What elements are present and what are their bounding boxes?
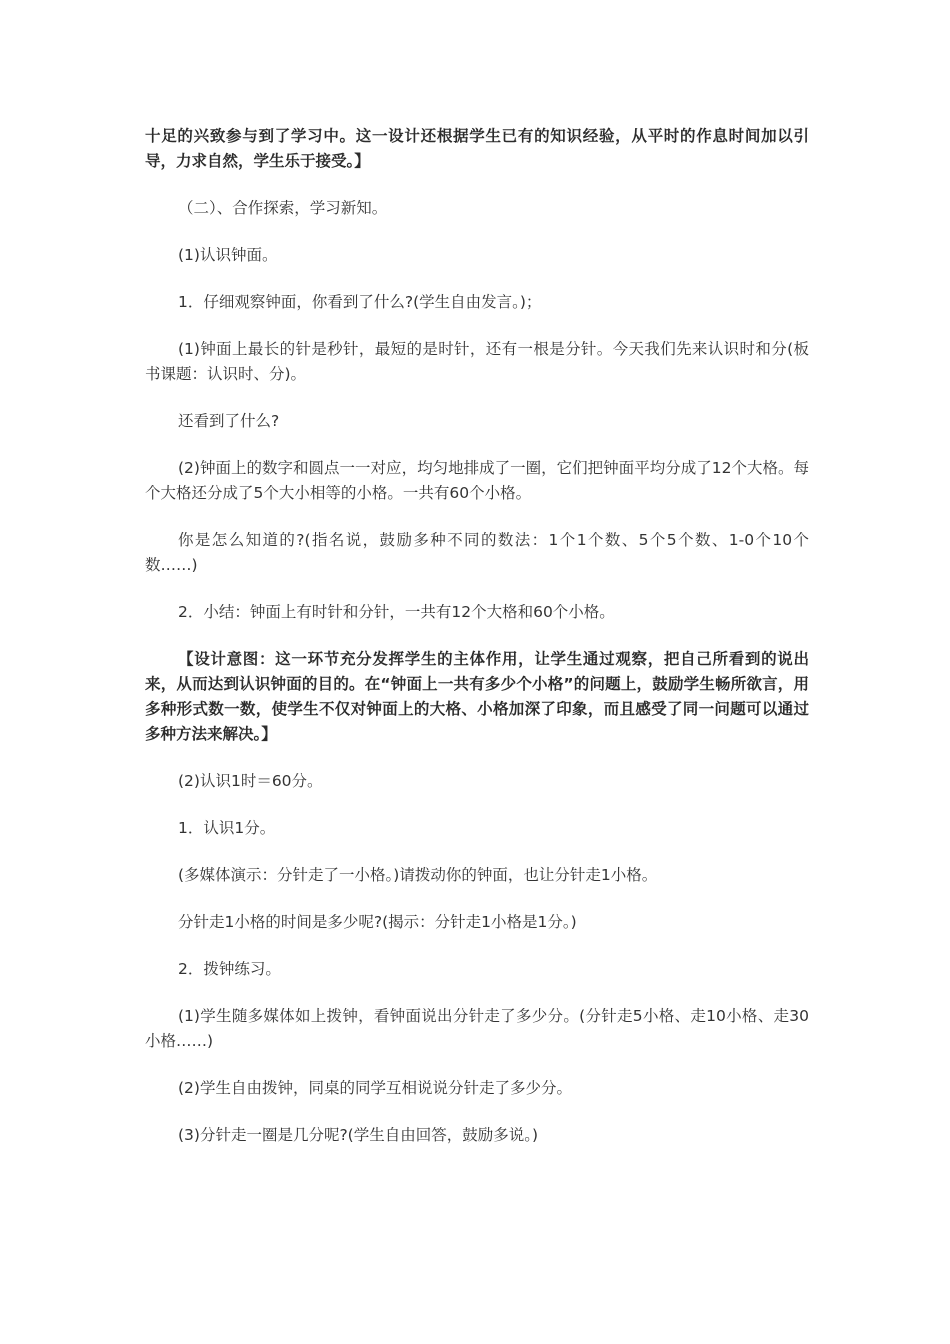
section-heading: （二）、合作探索，学习新知。 — [178, 199, 388, 217]
document-page — [145, 124, 809, 1148]
body-paragraph: 你是怎么知道的?(指名说，鼓励多种不同的数法：1个1个数、5个5个数、1-0个10个数……) — [145, 531, 809, 574]
body-paragraph: 还看到了什么? — [178, 412, 280, 430]
body-paragraph: (2)钟面上的数字和圆点一一对应，均匀地排成了一圈，它们把钟面平均分成了12个大格。每个大格还分成了5个大小相等的小格。一共有60个小格。 — [145, 459, 809, 502]
body-paragraph: (多媒体演示：分针走了一小格。)请拨动你的钟面，也让分针走1小格。 — [178, 866, 658, 884]
design-intent-paragraph: 十足的兴致参与到了学习中。这一设计还根据学生已有的知识经验，从平时的作息时间加以引导，力求自然，学生乐于接受。】 — [145, 127, 809, 170]
step-paragraph: 1．认识1分。 — [178, 819, 276, 837]
body-paragraph: 分针走1小格的时间是多少呢?(揭示：分针走1小格是1分。) — [178, 913, 577, 931]
subsection-heading: (1)认识钟面。 — [178, 246, 278, 264]
body-paragraph: (3)分针走一圈是几分呢?(学生自由回答，鼓励多说。) — [178, 1126, 539, 1144]
body-paragraph: (1)学生随多媒体如上拨钟，看钟面说出分针走了多少分。(分针走5小格、走10小格、走30小格……) — [145, 1007, 809, 1050]
body-paragraph: (2)学生自由拨钟，同桌的同学互相说说分针走了多少分。 — [178, 1079, 572, 1097]
subsection-heading: (2)认识1时＝60分。 — [178, 772, 323, 790]
body-paragraph: (1)钟面上最长的针是秒针，最短的是时针，还有一根是分针。今天我们先来认识时和分(板书课题：认识时、分)。 — [145, 340, 809, 383]
summary-paragraph: 2．小结：钟面上有时针和分针，一共有12个大格和60个小格。 — [178, 603, 615, 621]
step-paragraph: 1．仔细观察钟面，你看到了什么?(学生自由发言。)； — [178, 293, 542, 311]
step-paragraph: 2．拨钟练习。 — [178, 960, 281, 978]
design-intent-paragraph: 【设计意图：这一环节充分发挥学生的主体作用，让学生通过观察，把自己所看到的说出来，从而达到认识钟面的目的。在“钟面上一共有多少个小格”的问题上，鼓励学生畅所欲言，用多种形式数一数，使学生不仅对钟面上的大格、小格加深了印象，而且感受了同一问题可以通过多种方法来解决。】 — [145, 650, 809, 743]
